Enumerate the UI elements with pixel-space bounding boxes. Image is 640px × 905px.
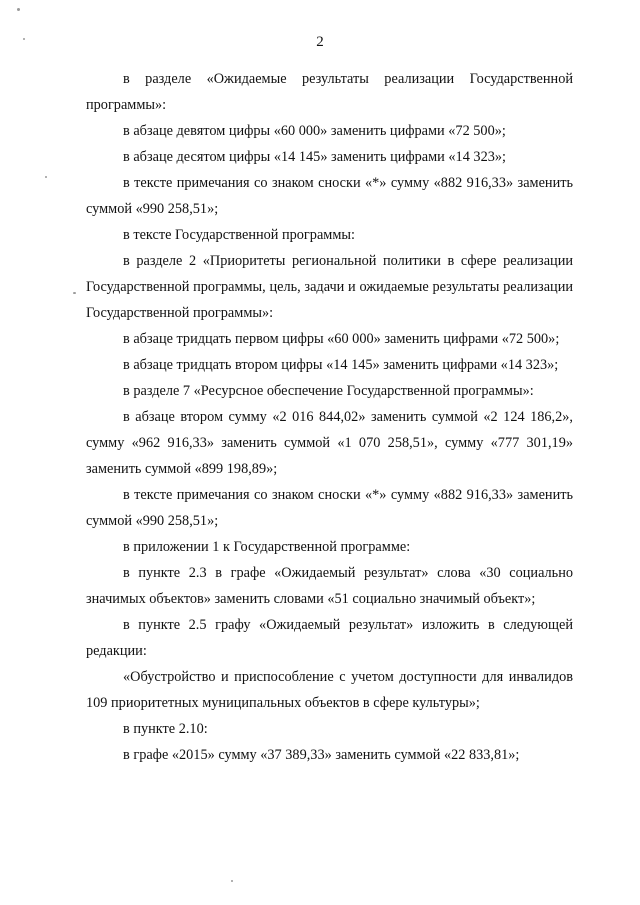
paragraph-10: в абзаце втором сумму «2 016 844,02» заменить суммой «2 124 186,2», сумму «962 916,33» заменить суммой «1 070 258,51», сумму «777 301,19» заменить суммой «899 198,89»; xyxy=(86,409,573,477)
scan-speck xyxy=(17,8,20,11)
paragraph-2: в абзаце девятом цифры «60 000» заменить цифрами «72 500»; xyxy=(123,123,506,139)
scan-speck xyxy=(231,880,233,882)
scan-speck xyxy=(73,292,76,294)
scan-speck xyxy=(45,176,47,178)
paragraph-1: в разделе «Ожидаемые результаты реализации Государственной программы»: xyxy=(86,71,573,113)
paragraph-3: в абзаце десятом цифры «14 145» заменить цифрами «14 323»; xyxy=(123,149,506,165)
paragraph-11: в тексте примечания со знаком сноски «*» сумму «882 916,33» заменить суммой «990 258,51»; xyxy=(86,487,573,529)
paragraph-14: в пункте 2.5 графу «Ожидаемый результат» изложить в следующей редакции: xyxy=(86,617,573,659)
paragraph-8: в абзаце тридцать втором цифры «14 145» заменить цифрами «14 323»; xyxy=(123,357,559,373)
scan-speck xyxy=(23,38,25,40)
document-body xyxy=(86,66,573,768)
paragraph-13: в пункте 2.3 в графе «Ожидаемый результат» слова «30 социально значимых объектов» заменить словами «51 социально значимый объект»; xyxy=(86,565,573,607)
paragraph-5: в тексте Государственной программы: xyxy=(123,227,355,243)
paragraph-9: в разделе 7 «Ресурсное обеспечение Государственной программы»: xyxy=(123,383,534,399)
paragraph-7: в абзаце тридцать первом цифры «60 000» заменить цифрами «72 500»; xyxy=(123,331,560,347)
paragraph-17: в графе «2015» сумму «37 389,33» заменить суммой «22 833,81»; xyxy=(123,747,520,763)
paragraph-12: в приложении 1 к Государственной программе: xyxy=(123,539,411,555)
paragraph-4: в тексте примечания со знаком сноски «*» сумму «882 916,33» заменить суммой «990 258,51»; xyxy=(86,175,573,217)
page-number: 2 xyxy=(316,34,324,50)
paragraph-6: в разделе 2 «Приоритеты региональной политики в сфере реализации Государственной программы, цель, задачи и ожидаемые результаты реализации Государственной программы»: xyxy=(86,253,573,321)
paragraph-15: «Обустройство и приспособление с учетом доступности для инвалидов 109 приоритетных муниципальных объектов в сфере культуры»; xyxy=(86,669,573,711)
paragraph-16: в пункте 2.10: xyxy=(123,721,208,737)
